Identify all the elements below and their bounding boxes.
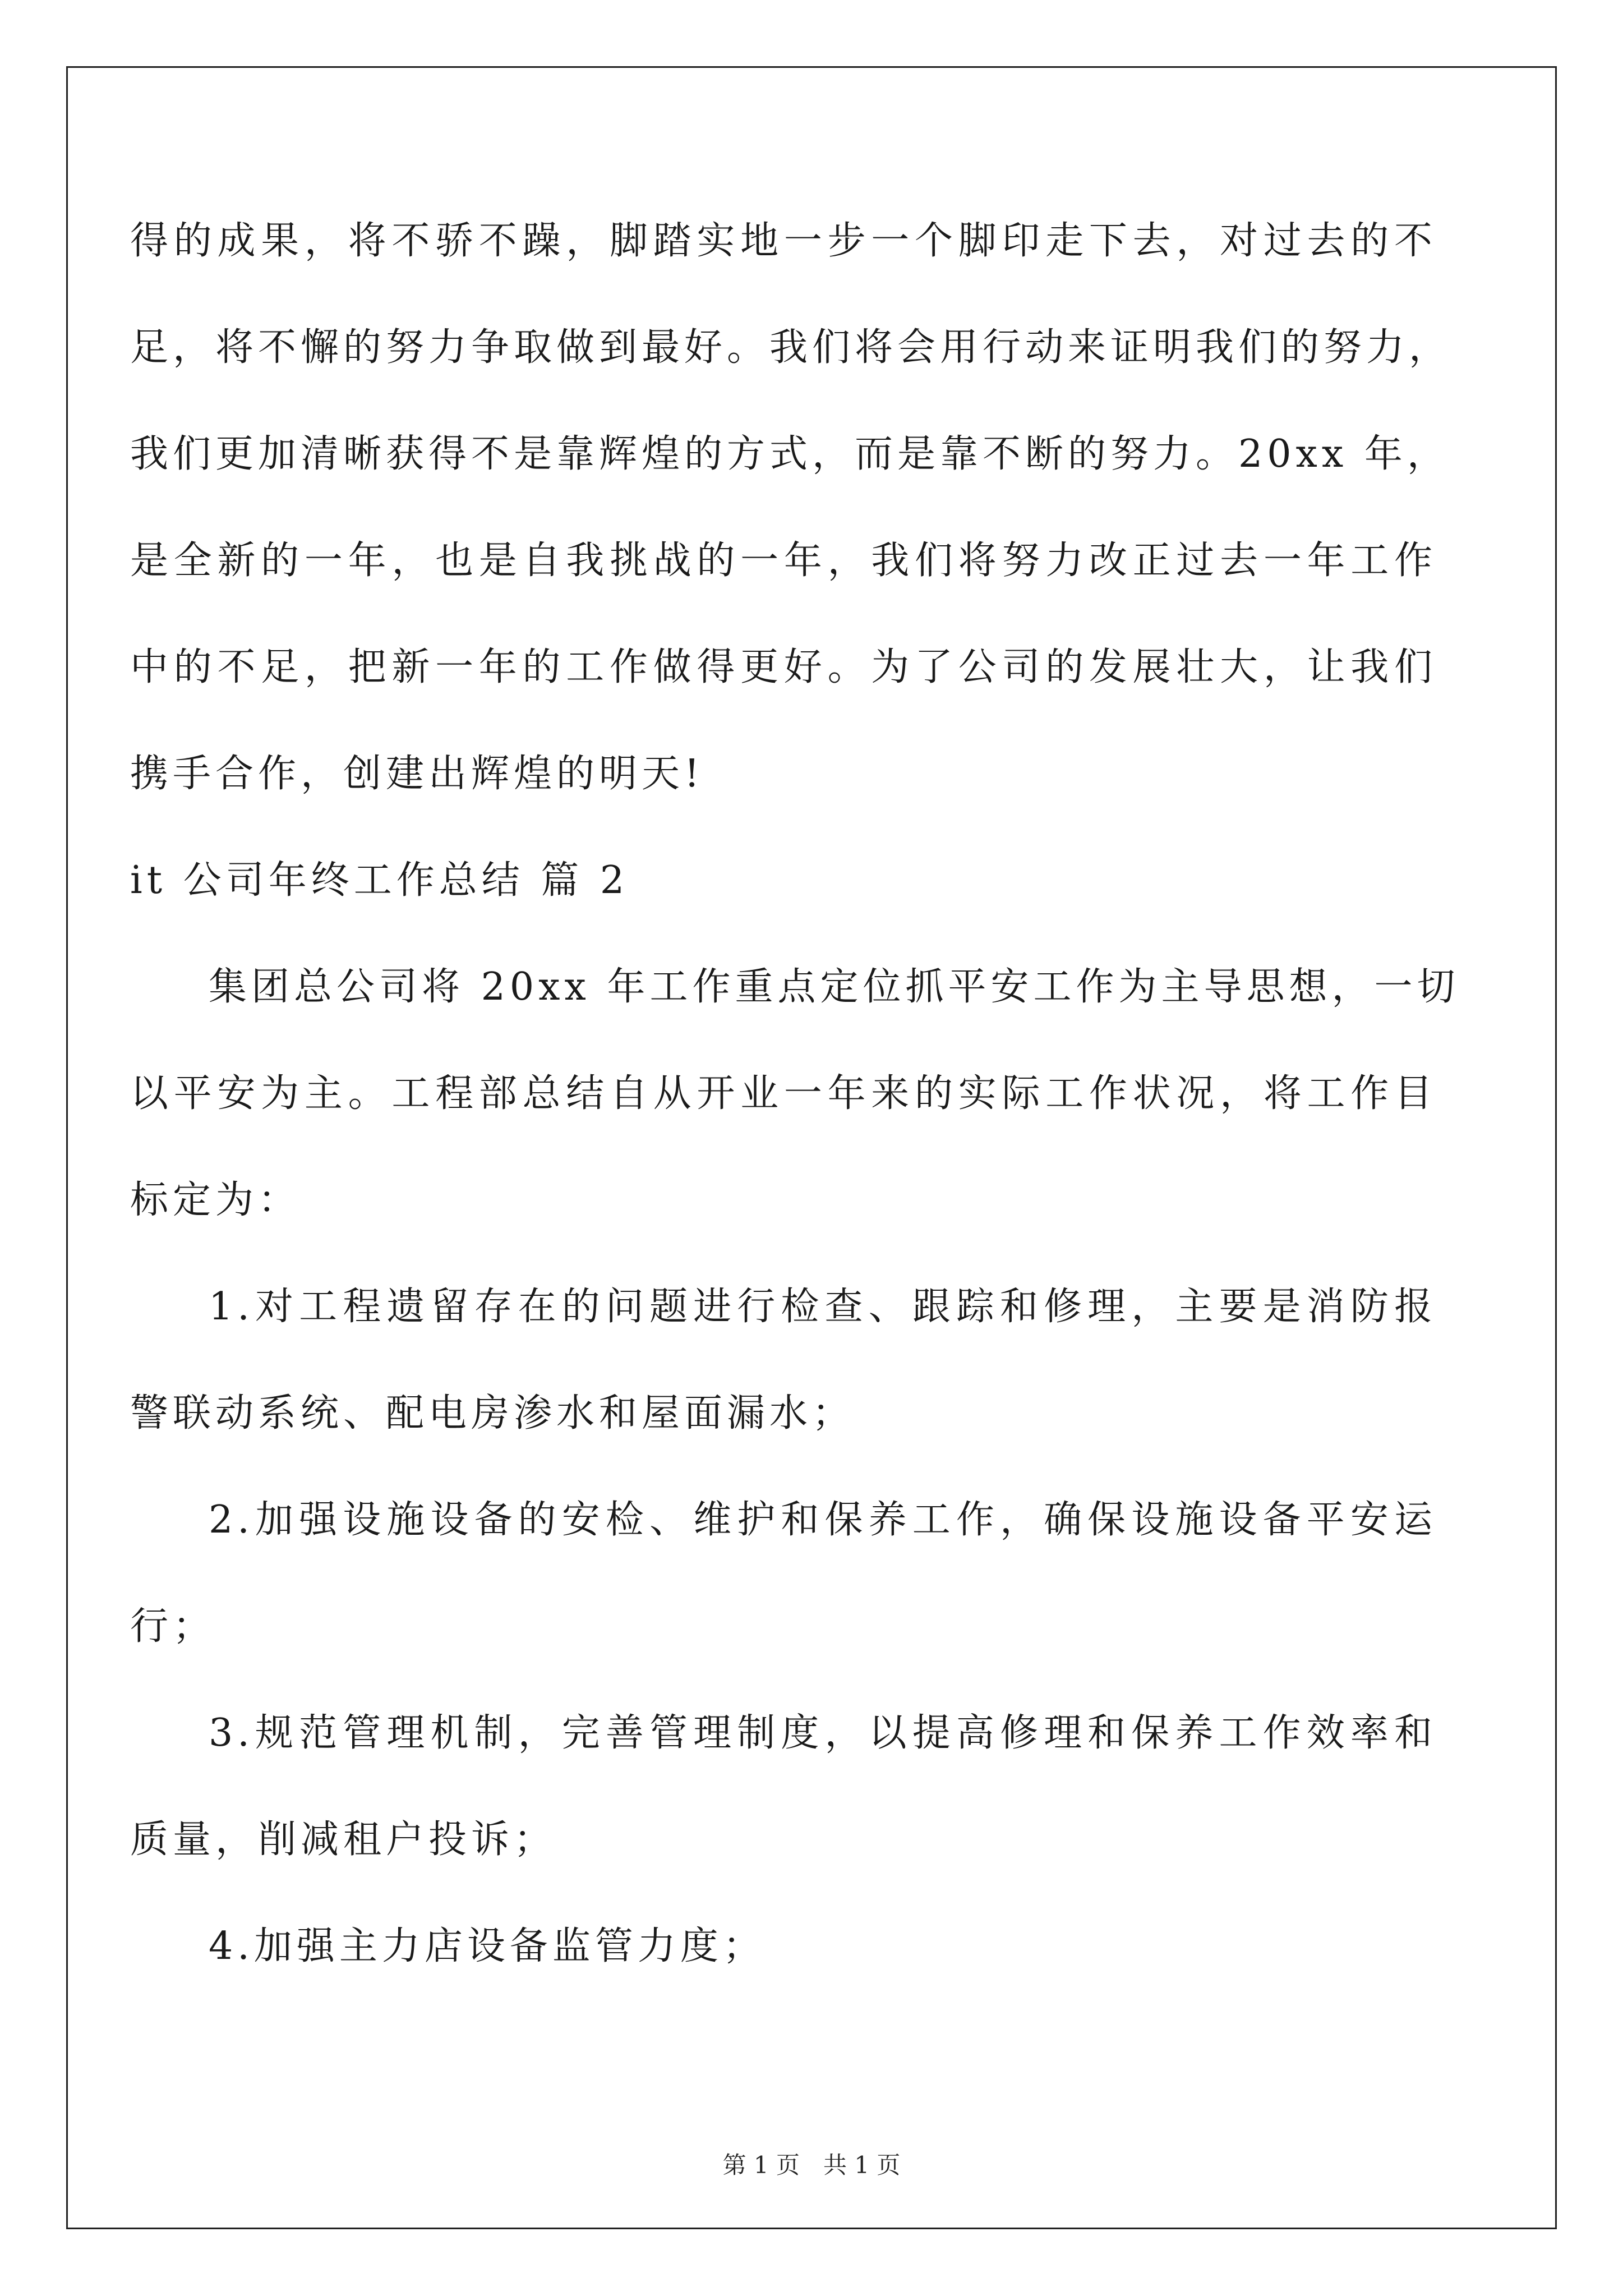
paragraph-line: 集团总公司将 20xx 年工作重点定位抓平安工作为主导思想，一切 [209, 965, 1460, 1009]
paragraph-line: 得的成果，将不骄不躁，脚踏实地一步一个脚印走下去，对过去的不 [130, 219, 1437, 263]
paragraph-line: 是全新的一年，也是自我挑战的一年，我们将努力改正过去一年工作 [130, 539, 1437, 583]
list-item-line: 警联动系统、配电房渗水和屋面漏水； [130, 1391, 855, 1435]
paragraph-line: 我们更加清晰获得不是靠辉煌的方式，而是靠不断的努力。20xx 年， [130, 432, 1450, 476]
section-heading: it 公司年终工作总结 篇 2 [130, 858, 629, 903]
list-item-line: 行； [130, 1604, 216, 1649]
list-item-line: 质量，削减租户投诉； [130, 1818, 557, 1862]
page-border [66, 66, 1557, 2229]
page-footer: 第 1 页 共 1 页 [722, 2151, 901, 2179]
paragraph-line: 足，将不懈的努力争取做到最好。我们将会用行动来证明我们的努力， [130, 325, 1452, 370]
list-item-line: 4.加强主力店设备监管力度； [209, 1924, 766, 1968]
paragraph-line: 标定为： [130, 1178, 301, 1222]
list-item-line: 1.对工程遗留存在的问题进行检查、跟踪和修理，主要是消防报 [209, 1285, 1437, 1329]
paragraph-line: 携手合作，创建出辉煌的明天! [130, 752, 704, 796]
paragraph-line: 中的不足，把新一年的工作做得更好。为了公司的发展壮大，让我们 [130, 645, 1437, 689]
paragraph-line: 以平安为主。工程部总结自从开业一年来的实际工作状况，将工作目 [130, 1071, 1437, 1116]
list-item-line: 2.加强设施设备的安检、维护和保养工作，确保设施设备平安运 [209, 1498, 1437, 1542]
list-item-line: 3.规范管理机制，完善管理制度，以提高修理和保养工作效率和 [209, 1711, 1437, 1755]
